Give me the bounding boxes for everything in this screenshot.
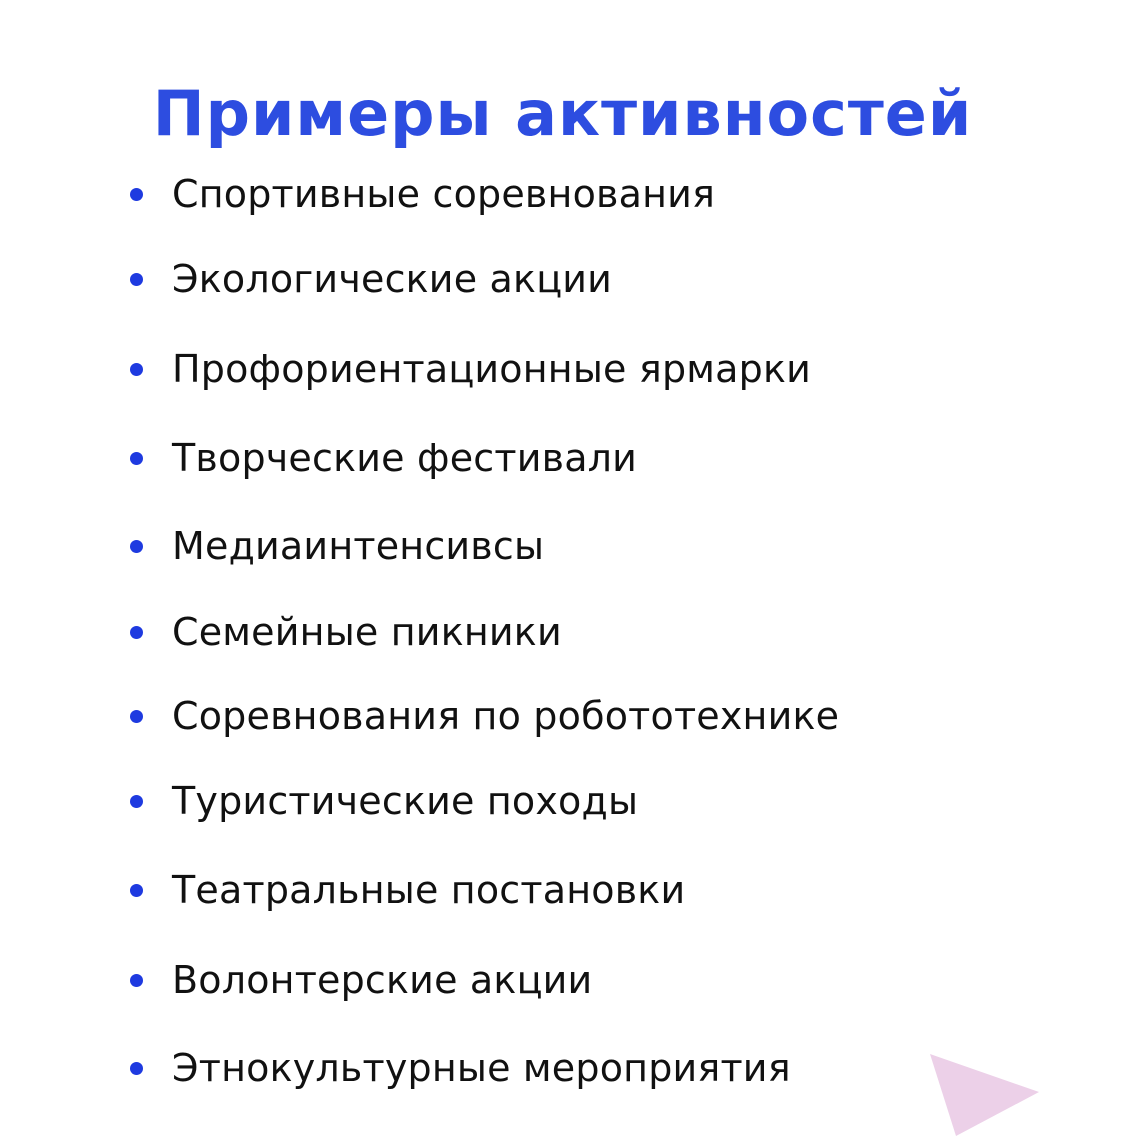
bullet-icon	[130, 188, 143, 201]
list-item-label: Творческие фестивали	[172, 436, 638, 480]
list-item-label: Семейные пикники	[172, 610, 562, 654]
bullet-icon	[130, 452, 143, 465]
list-item-label: Медиаинтенсивсы	[172, 524, 545, 568]
list-item-label: Профориентационные ярмарки	[172, 347, 812, 391]
list-item	[130, 955, 592, 1005]
list-item	[130, 169, 715, 219]
list-item-label: Этнокультурные мероприятия	[172, 1046, 791, 1090]
list-item	[130, 433, 637, 483]
list-item-label: Волонтерские акции	[172, 958, 593, 1002]
bullet-icon	[130, 1062, 143, 1075]
bullet-icon	[130, 795, 143, 808]
bullet-icon	[130, 273, 143, 286]
list-item	[130, 607, 562, 657]
list-item-label: Экологические акции	[172, 257, 613, 301]
page-title: Примеры активностей	[152, 76, 973, 150]
bullet-icon	[130, 540, 143, 553]
list-item	[130, 1043, 791, 1093]
list-item	[130, 254, 612, 304]
triangle-icon	[926, 1052, 1042, 1136]
bullet-icon	[130, 974, 143, 987]
list-item	[130, 776, 638, 826]
list-item-label: Туристические походы	[172, 779, 639, 823]
bullet-icon	[130, 884, 143, 897]
bullet-icon	[130, 363, 143, 376]
list-item	[130, 344, 811, 394]
list-item	[130, 691, 839, 741]
bullet-icon	[130, 710, 143, 723]
list-item-label: Спортивные соревнования	[172, 172, 716, 216]
bullet-icon	[130, 626, 143, 639]
list-item	[130, 865, 685, 915]
list-item-label: Театральные постановки	[172, 868, 686, 912]
corner-triangle	[930, 1054, 1039, 1136]
list-item-label: Соревнования по робототехнике	[172, 694, 840, 738]
list-item	[130, 521, 544, 571]
